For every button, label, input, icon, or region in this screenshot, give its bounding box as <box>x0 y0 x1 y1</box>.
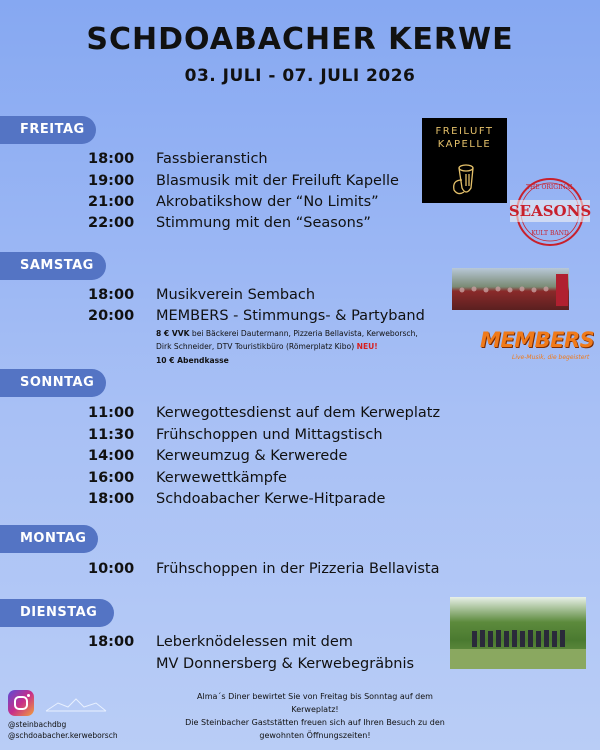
day-tab-samstag: SAMSTAG <box>0 252 106 280</box>
vvk-info-line2 <box>156 341 378 353</box>
freiluft-logo-line1: FREILUFT <box>435 126 494 137</box>
event-text: MEMBERS - Stimmungs- & Partyband <box>156 308 425 324</box>
band-group-photo-icon <box>452 268 569 310</box>
event-text: Akrobatikshow der “No Limits” <box>156 194 379 210</box>
event-time: 20:00 <box>88 308 135 324</box>
event-text: Musikverein Sembach <box>156 287 316 303</box>
vvk-locations: bei Bäckerei Dautermann, Pizzeria Bellavista, Kerweborsch, <box>189 329 418 338</box>
event-row <box>88 561 440 577</box>
vvk-info-line1 <box>156 328 418 340</box>
event-time: 11:30 <box>88 427 135 443</box>
band-outdoor-photo-icon <box>450 597 586 669</box>
event-text: Kerwegottesdienst auf dem Kerweplatz <box>156 405 441 421</box>
mv-donnersberg-photo <box>450 597 586 669</box>
day-tab-sonntag: SONNTAG <box>0 369 106 397</box>
event-time: 18:00 <box>88 151 135 167</box>
event-time: 21:00 <box>88 194 135 210</box>
event-row <box>88 151 268 167</box>
freiluft-logo-line2: KAPELLE <box>437 139 492 150</box>
event-row <box>88 405 440 421</box>
seasons-bottom-text: KULT BAND <box>531 230 569 237</box>
musikverein-photo <box>452 268 569 310</box>
day-tab-montag: MONTAG <box>0 525 98 553</box>
event-time: 18:00 <box>88 491 135 507</box>
members-logo-text: MEMBERS <box>480 328 594 352</box>
event-text: Schdoabacher Kerwe-Hitparade <box>156 491 386 507</box>
seasons-top-text: THE ORIGINAL <box>525 184 575 191</box>
event-row <box>88 173 399 189</box>
footer-line-3: Die Steinbacher Gaststätten freuen sich auf Ihren Besuch zu den <box>185 718 445 727</box>
instagram-handle-2[interactable]: @schdoabacher.kerweborsch <box>8 731 118 740</box>
event-row <box>88 448 347 464</box>
event-text: Kerwewettkämpfe <box>156 470 287 486</box>
day-tab-freitag: FREITAG <box>0 116 96 144</box>
vvk-locations-2: Dirk Schneider, DTV Touristikbüro (Römerplatz Kibo) <box>156 342 355 351</box>
event-time: 18:00 <box>88 634 135 650</box>
members-slogan: Live-Musik, die begeistert <box>512 354 590 361</box>
event-row <box>88 215 371 231</box>
abendkasse-price: 10 € Abendkasse <box>156 356 229 365</box>
event-text: Frühschoppen und Mittagstisch <box>156 427 383 443</box>
event-text: Leberknödelessen mit dem <box>156 634 353 650</box>
event-time: 10:00 <box>88 561 135 577</box>
freiluft-kapelle-logo <box>422 118 507 203</box>
tuba-icon <box>422 118 507 203</box>
event-time: 19:00 <box>88 173 135 189</box>
poster-dates: 03. JULI - 07. JULI 2026 <box>184 66 416 86</box>
event-row <box>88 491 385 507</box>
footer-line-1: Alma´s Diner bewirtet Sie von Freitag bis Sonntag auf dem <box>197 692 433 701</box>
event-row <box>88 308 425 324</box>
village-skyline-icon <box>44 693 108 715</box>
event-row <box>88 194 379 210</box>
event-time: 22:00 <box>88 215 135 231</box>
seasons-logo <box>508 176 592 248</box>
footer-line-2: Kerweplatz! <box>291 705 339 714</box>
instagram-handle-1[interactable]: @steinbachdbg <box>8 720 67 729</box>
new-badge: NEU! <box>356 342 378 351</box>
footer-line-4: gewohnten Öffnungszeiten! <box>259 731 371 740</box>
event-row-continued <box>88 656 414 672</box>
event-time: 18:00 <box>88 287 135 303</box>
seasons-text: SEASONS <box>508 202 592 220</box>
event-time: 11:00 <box>88 405 135 421</box>
footer-note <box>150 690 480 742</box>
day-tab-dienstag: DIENSTAG <box>0 599 114 627</box>
event-text: Fassbieranstich <box>156 151 268 167</box>
event-row <box>88 470 287 486</box>
event-text: MV Donnersberg & Kerwebegräbnis <box>156 656 415 672</box>
event-time: 14:00 <box>88 448 135 464</box>
social-icons <box>8 690 34 716</box>
event-row <box>88 287 315 303</box>
vvk-price: 8 € VVK <box>156 329 190 338</box>
poster-title: SCHDOABACHER KERWE <box>86 22 514 57</box>
instagram-icon[interactable] <box>8 690 34 716</box>
members-logo <box>476 328 594 370</box>
event-row <box>88 634 353 650</box>
event-time: 16:00 <box>88 470 135 486</box>
event-text: Frühschoppen in der Pizzeria Bellavista <box>156 561 440 577</box>
event-text: Stimmung mit den “Seasons” <box>156 215 371 231</box>
event-row <box>88 427 383 443</box>
event-text: Kerweumzug & Kerwerede <box>156 448 348 464</box>
event-text: Blasmusik mit der Freiluft Kapelle <box>156 173 399 189</box>
